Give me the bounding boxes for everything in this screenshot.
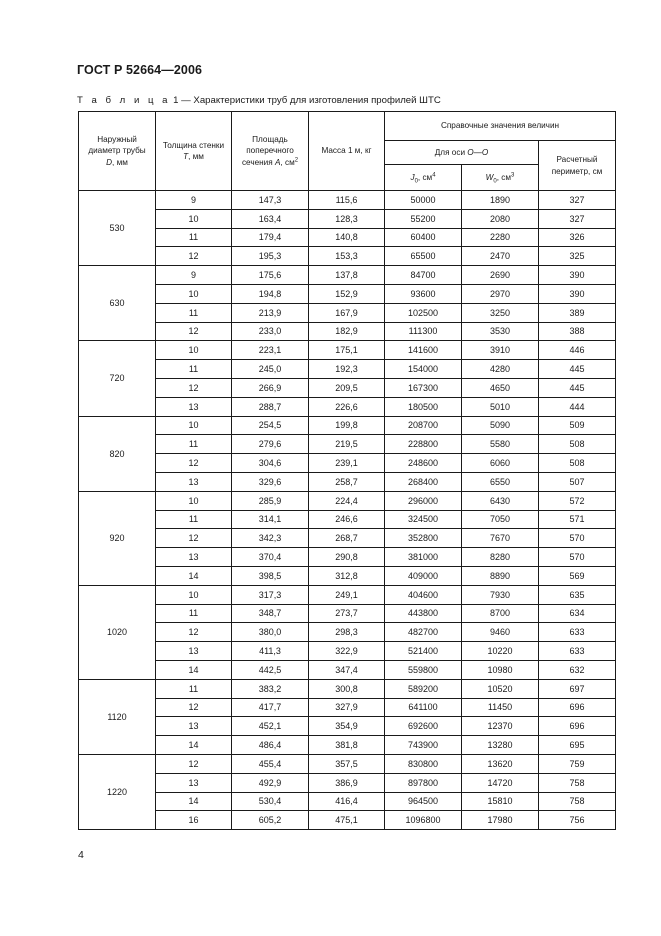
cell-mass: 140,8 bbox=[309, 228, 385, 247]
cell-area: 147,3 bbox=[232, 191, 309, 210]
cell-j0: 324500 bbox=[385, 510, 462, 529]
table-row bbox=[79, 660, 616, 679]
cell-mass: 327,9 bbox=[309, 698, 385, 717]
table-row bbox=[79, 623, 616, 642]
table-row bbox=[79, 792, 616, 811]
table-row bbox=[79, 736, 616, 755]
cell-j0: 93600 bbox=[385, 284, 462, 303]
cell-w0: 10520 bbox=[462, 679, 539, 698]
table-row bbox=[79, 247, 616, 266]
cell-w0: 12370 bbox=[462, 717, 539, 736]
cell-area: 233,0 bbox=[232, 322, 309, 341]
cell-area: 266,9 bbox=[232, 378, 309, 397]
table-row bbox=[79, 454, 616, 473]
cell-j0: 443800 bbox=[385, 604, 462, 623]
cell-wall-thickness: 14 bbox=[156, 792, 232, 811]
table-row bbox=[79, 491, 616, 510]
cell-j0: 111300 bbox=[385, 322, 462, 341]
header-w0: $W_0$, $см^3$ bbox=[462, 165, 539, 191]
cell-w0: 7670 bbox=[462, 529, 539, 548]
cell-perimeter: 758 bbox=[539, 792, 616, 811]
cell-w0: 3530 bbox=[462, 322, 539, 341]
cell-mass: 199,8 bbox=[309, 416, 385, 435]
table-row bbox=[79, 191, 616, 210]
cell-w0: 9460 bbox=[462, 623, 539, 642]
cell-wall-thickness: 11 bbox=[156, 435, 232, 454]
cell-mass: 137,8 bbox=[309, 266, 385, 285]
cell-wall-thickness: 10 bbox=[156, 341, 232, 360]
cell-w0: 11450 bbox=[462, 698, 539, 717]
cell-w0: 4280 bbox=[462, 360, 539, 379]
cell-perimeter: 570 bbox=[539, 529, 616, 548]
table-row bbox=[79, 717, 616, 736]
cell-w0: 2470 bbox=[462, 247, 539, 266]
cell-w0: 8700 bbox=[462, 604, 539, 623]
cell-w0: 13280 bbox=[462, 736, 539, 755]
cell-perimeter: 570 bbox=[539, 548, 616, 567]
cell-area: 342,3 bbox=[232, 529, 309, 548]
cell-mass: 354,9 bbox=[309, 717, 385, 736]
cell-perimeter: 325 bbox=[539, 247, 616, 266]
cell-j0: 1096800 bbox=[385, 811, 462, 830]
cell-outer-diameter: 720 bbox=[79, 341, 156, 416]
cell-area: 195,3 bbox=[232, 247, 309, 266]
cell-perimeter: 697 bbox=[539, 679, 616, 698]
cell-mass: 268,7 bbox=[309, 529, 385, 548]
cell-perimeter: 446 bbox=[539, 341, 616, 360]
table-row bbox=[79, 773, 616, 792]
cell-j0: 964500 bbox=[385, 792, 462, 811]
cell-w0: 8280 bbox=[462, 548, 539, 567]
cell-mass: 152,9 bbox=[309, 284, 385, 303]
cell-area: 288,7 bbox=[232, 397, 309, 416]
cell-mass: 239,1 bbox=[309, 454, 385, 473]
cell-wall-thickness: 11 bbox=[156, 228, 232, 247]
cell-area: 179,4 bbox=[232, 228, 309, 247]
cell-j0: 180500 bbox=[385, 397, 462, 416]
cell-outer-diameter: 820 bbox=[79, 416, 156, 491]
table-row bbox=[79, 341, 616, 360]
cell-w0: 17980 bbox=[462, 811, 539, 830]
cell-mass: 258,7 bbox=[309, 472, 385, 491]
cell-wall-thickness: 11 bbox=[156, 303, 232, 322]
cell-w0: 6430 bbox=[462, 491, 539, 510]
cell-area: 530,4 bbox=[232, 792, 309, 811]
cell-perimeter: 327 bbox=[539, 209, 616, 228]
cell-wall-thickness: 13 bbox=[156, 397, 232, 416]
cell-w0: 5010 bbox=[462, 397, 539, 416]
cell-w0: 13620 bbox=[462, 754, 539, 773]
cell-w0: 7930 bbox=[462, 585, 539, 604]
cell-perimeter: 509 bbox=[539, 416, 616, 435]
cell-area: 163,4 bbox=[232, 209, 309, 228]
cell-w0: 7050 bbox=[462, 510, 539, 529]
cell-perimeter: 508 bbox=[539, 454, 616, 473]
cell-j0: 228800 bbox=[385, 435, 462, 454]
pipe-characteristics-table bbox=[78, 111, 616, 830]
table-row bbox=[79, 566, 616, 585]
cell-area: 442,5 bbox=[232, 660, 309, 679]
cell-perimeter: 759 bbox=[539, 754, 616, 773]
table-row bbox=[79, 322, 616, 341]
cell-area: 605,2 bbox=[232, 811, 309, 830]
cell-mass: 386,9 bbox=[309, 773, 385, 792]
cell-area: 245,0 bbox=[232, 360, 309, 379]
cell-perimeter: 758 bbox=[539, 773, 616, 792]
cell-mass: 224,4 bbox=[309, 491, 385, 510]
cell-wall-thickness: 12 bbox=[156, 623, 232, 642]
cell-mass: 475,1 bbox=[309, 811, 385, 830]
cell-mass: 347,4 bbox=[309, 660, 385, 679]
cell-j0: 60400 bbox=[385, 228, 462, 247]
table-row bbox=[79, 679, 616, 698]
cell-mass: 298,3 bbox=[309, 623, 385, 642]
cell-mass: 182,9 bbox=[309, 322, 385, 341]
header-axis: Для оси O—O bbox=[385, 141, 539, 165]
cell-wall-thickness: 12 bbox=[156, 454, 232, 473]
cell-mass: 192,3 bbox=[309, 360, 385, 379]
cell-area: 452,1 bbox=[232, 717, 309, 736]
cell-outer-diameter: 530 bbox=[79, 191, 156, 266]
cell-perimeter: 390 bbox=[539, 284, 616, 303]
cell-wall-thickness: 10 bbox=[156, 585, 232, 604]
header-mass: Масса 1 м, кг bbox=[309, 112, 385, 191]
header-perimeter: Расчетный периметр, см bbox=[539, 141, 616, 191]
cell-area: 254,5 bbox=[232, 416, 309, 435]
table-row bbox=[79, 548, 616, 567]
cell-area: 455,4 bbox=[232, 754, 309, 773]
cell-mass: 226,6 bbox=[309, 397, 385, 416]
cell-mass: 219,5 bbox=[309, 435, 385, 454]
cell-perimeter: 388 bbox=[539, 322, 616, 341]
cell-area: 411,3 bbox=[232, 642, 309, 661]
cell-j0: 521400 bbox=[385, 642, 462, 661]
cell-mass: 115,6 bbox=[309, 191, 385, 210]
cell-j0: 167300 bbox=[385, 378, 462, 397]
cell-mass: 300,8 bbox=[309, 679, 385, 698]
table-row bbox=[79, 642, 616, 661]
cell-perimeter: 326 bbox=[539, 228, 616, 247]
table-row bbox=[79, 472, 616, 491]
cell-area: 329,6 bbox=[232, 472, 309, 491]
table-title: — Характеристики труб для изготовления профилей ШТС bbox=[181, 95, 441, 106]
cell-perimeter: 632 bbox=[539, 660, 616, 679]
table-row bbox=[79, 284, 616, 303]
cell-mass: 246,6 bbox=[309, 510, 385, 529]
table-row bbox=[79, 698, 616, 717]
cell-perimeter: 756 bbox=[539, 811, 616, 830]
table-number: 1 bbox=[173, 95, 179, 106]
cell-wall-thickness: 11 bbox=[156, 360, 232, 379]
cell-w0: 1890 bbox=[462, 191, 539, 210]
cell-area: 314,1 bbox=[232, 510, 309, 529]
cell-j0: 55200 bbox=[385, 209, 462, 228]
header-cross-section-area: Площадь поперечного сечения A, $см^2$ bbox=[232, 112, 309, 191]
cell-j0: 84700 bbox=[385, 266, 462, 285]
cell-w0: 5580 bbox=[462, 435, 539, 454]
cell-w0: 3910 bbox=[462, 341, 539, 360]
cell-wall-thickness: 13 bbox=[156, 642, 232, 661]
cell-perimeter: 569 bbox=[539, 566, 616, 585]
cell-perimeter: 571 bbox=[539, 510, 616, 529]
cell-wall-thickness: 11 bbox=[156, 679, 232, 698]
table-caption bbox=[77, 95, 441, 106]
cell-area: 285,9 bbox=[232, 491, 309, 510]
cell-w0: 5090 bbox=[462, 416, 539, 435]
cell-wall-thickness: 12 bbox=[156, 698, 232, 717]
cell-j0: 692600 bbox=[385, 717, 462, 736]
cell-perimeter: 696 bbox=[539, 698, 616, 717]
cell-wall-thickness: 14 bbox=[156, 660, 232, 679]
cell-mass: 153,3 bbox=[309, 247, 385, 266]
cell-wall-thickness: 13 bbox=[156, 472, 232, 491]
table-row bbox=[79, 303, 616, 322]
cell-mass: 290,8 bbox=[309, 548, 385, 567]
cell-wall-thickness: 12 bbox=[156, 322, 232, 341]
cell-outer-diameter: 1120 bbox=[79, 679, 156, 754]
cell-perimeter: 444 bbox=[539, 397, 616, 416]
cell-wall-thickness: 13 bbox=[156, 548, 232, 567]
document-code: ГОСТ Р 52664—2006 bbox=[77, 63, 203, 77]
cell-area: 223,1 bbox=[232, 341, 309, 360]
cell-j0: 102500 bbox=[385, 303, 462, 322]
table-row bbox=[79, 209, 616, 228]
table-row bbox=[79, 811, 616, 830]
table-row bbox=[79, 378, 616, 397]
cell-w0: 6060 bbox=[462, 454, 539, 473]
table-row bbox=[79, 360, 616, 379]
cell-j0: 248600 bbox=[385, 454, 462, 473]
cell-j0: 641100 bbox=[385, 698, 462, 717]
cell-j0: 208700 bbox=[385, 416, 462, 435]
cell-wall-thickness: 11 bbox=[156, 604, 232, 623]
table-body bbox=[79, 191, 616, 830]
cell-perimeter: 633 bbox=[539, 623, 616, 642]
cell-area: 194,8 bbox=[232, 284, 309, 303]
cell-perimeter: 635 bbox=[539, 585, 616, 604]
cell-j0: 268400 bbox=[385, 472, 462, 491]
cell-w0: 2970 bbox=[462, 284, 539, 303]
cell-mass: 209,5 bbox=[309, 378, 385, 397]
cell-w0: 10220 bbox=[462, 642, 539, 661]
cell-w0: 6550 bbox=[462, 472, 539, 491]
table-row bbox=[79, 510, 616, 529]
cell-wall-thickness: 13 bbox=[156, 717, 232, 736]
cell-perimeter: 389 bbox=[539, 303, 616, 322]
table-row bbox=[79, 435, 616, 454]
cell-mass: 357,5 bbox=[309, 754, 385, 773]
cell-perimeter: 696 bbox=[539, 717, 616, 736]
cell-j0: 50000 bbox=[385, 191, 462, 210]
cell-area: 492,9 bbox=[232, 773, 309, 792]
cell-w0: 14720 bbox=[462, 773, 539, 792]
cell-j0: 404600 bbox=[385, 585, 462, 604]
cell-mass: 249,1 bbox=[309, 585, 385, 604]
cell-wall-thickness: 10 bbox=[156, 416, 232, 435]
header-outer-diameter: Наружный диаметр трубы D, мм bbox=[79, 112, 156, 191]
header-wall-thickness: Толщина стенки T, мм bbox=[156, 112, 232, 191]
cell-area: 279,6 bbox=[232, 435, 309, 454]
cell-wall-thickness: 12 bbox=[156, 529, 232, 548]
cell-wall-thickness: 10 bbox=[156, 491, 232, 510]
cell-perimeter: 507 bbox=[539, 472, 616, 491]
table-row bbox=[79, 754, 616, 773]
cell-j0: 409000 bbox=[385, 566, 462, 585]
cell-area: 398,5 bbox=[232, 566, 309, 585]
cell-wall-thickness: 13 bbox=[156, 773, 232, 792]
cell-j0: 743900 bbox=[385, 736, 462, 755]
table-row bbox=[79, 416, 616, 435]
cell-mass: 322,9 bbox=[309, 642, 385, 661]
table-row bbox=[79, 585, 616, 604]
cell-w0: 4650 bbox=[462, 378, 539, 397]
cell-j0: 154000 bbox=[385, 360, 462, 379]
cell-w0: 2280 bbox=[462, 228, 539, 247]
cell-perimeter: 445 bbox=[539, 378, 616, 397]
cell-wall-thickness: 12 bbox=[156, 754, 232, 773]
table-row bbox=[79, 228, 616, 247]
cell-wall-thickness: 10 bbox=[156, 209, 232, 228]
table-label: Т а б л и ц а bbox=[77, 95, 171, 106]
cell-area: 175,6 bbox=[232, 266, 309, 285]
cell-j0: 352800 bbox=[385, 529, 462, 548]
cell-j0: 65500 bbox=[385, 247, 462, 266]
cell-w0: 10980 bbox=[462, 660, 539, 679]
cell-j0: 141600 bbox=[385, 341, 462, 360]
cell-perimeter: 508 bbox=[539, 435, 616, 454]
cell-j0: 830800 bbox=[385, 754, 462, 773]
cell-j0: 589200 bbox=[385, 679, 462, 698]
cell-area: 317,3 bbox=[232, 585, 309, 604]
cell-mass: 175,1 bbox=[309, 341, 385, 360]
cell-mass: 381,8 bbox=[309, 736, 385, 755]
cell-area: 348,7 bbox=[232, 604, 309, 623]
cell-area: 417,7 bbox=[232, 698, 309, 717]
header-reference-values: Справочные значения величин bbox=[385, 112, 616, 141]
page-number: 4 bbox=[78, 849, 84, 861]
cell-outer-diameter: 630 bbox=[79, 266, 156, 341]
cell-mass: 167,9 bbox=[309, 303, 385, 322]
cell-perimeter: 445 bbox=[539, 360, 616, 379]
table-row bbox=[79, 266, 616, 285]
cell-wall-thickness: 12 bbox=[156, 378, 232, 397]
cell-wall-thickness: 14 bbox=[156, 736, 232, 755]
cell-area: 380,0 bbox=[232, 623, 309, 642]
cell-perimeter: 695 bbox=[539, 736, 616, 755]
cell-w0: 2690 bbox=[462, 266, 539, 285]
cell-wall-thickness: 11 bbox=[156, 510, 232, 529]
cell-w0: 8890 bbox=[462, 566, 539, 585]
cell-wall-thickness: 9 bbox=[156, 266, 232, 285]
table-row bbox=[79, 604, 616, 623]
cell-j0: 482700 bbox=[385, 623, 462, 642]
cell-mass: 128,3 bbox=[309, 209, 385, 228]
cell-perimeter: 327 bbox=[539, 191, 616, 210]
cell-outer-diameter: 920 bbox=[79, 491, 156, 585]
cell-perimeter: 572 bbox=[539, 491, 616, 510]
cell-area: 213,9 bbox=[232, 303, 309, 322]
cell-area: 370,4 bbox=[232, 548, 309, 567]
cell-w0: 3250 bbox=[462, 303, 539, 322]
cell-j0: 559800 bbox=[385, 660, 462, 679]
cell-area: 383,2 bbox=[232, 679, 309, 698]
cell-j0: 897800 bbox=[385, 773, 462, 792]
cell-wall-thickness: 9 bbox=[156, 191, 232, 210]
cell-wall-thickness: 14 bbox=[156, 566, 232, 585]
table-row bbox=[79, 397, 616, 416]
cell-mass: 312,8 bbox=[309, 566, 385, 585]
cell-perimeter: 633 bbox=[539, 642, 616, 661]
cell-area: 304,6 bbox=[232, 454, 309, 473]
cell-w0: 2080 bbox=[462, 209, 539, 228]
cell-mass: 273,7 bbox=[309, 604, 385, 623]
cell-perimeter: 390 bbox=[539, 266, 616, 285]
cell-outer-diameter: 1020 bbox=[79, 585, 156, 679]
cell-mass: 416,4 bbox=[309, 792, 385, 811]
cell-area: 486,4 bbox=[232, 736, 309, 755]
table-header bbox=[79, 112, 616, 191]
cell-w0: 15810 bbox=[462, 792, 539, 811]
cell-j0: 381000 bbox=[385, 548, 462, 567]
cell-wall-thickness: 16 bbox=[156, 811, 232, 830]
cell-j0: 296000 bbox=[385, 491, 462, 510]
cell-outer-diameter: 1220 bbox=[79, 754, 156, 829]
cell-wall-thickness: 12 bbox=[156, 247, 232, 266]
table-row bbox=[79, 529, 616, 548]
header-j0: $J_0$, $см^4$ bbox=[385, 165, 462, 191]
cell-perimeter: 634 bbox=[539, 604, 616, 623]
cell-wall-thickness: 10 bbox=[156, 284, 232, 303]
